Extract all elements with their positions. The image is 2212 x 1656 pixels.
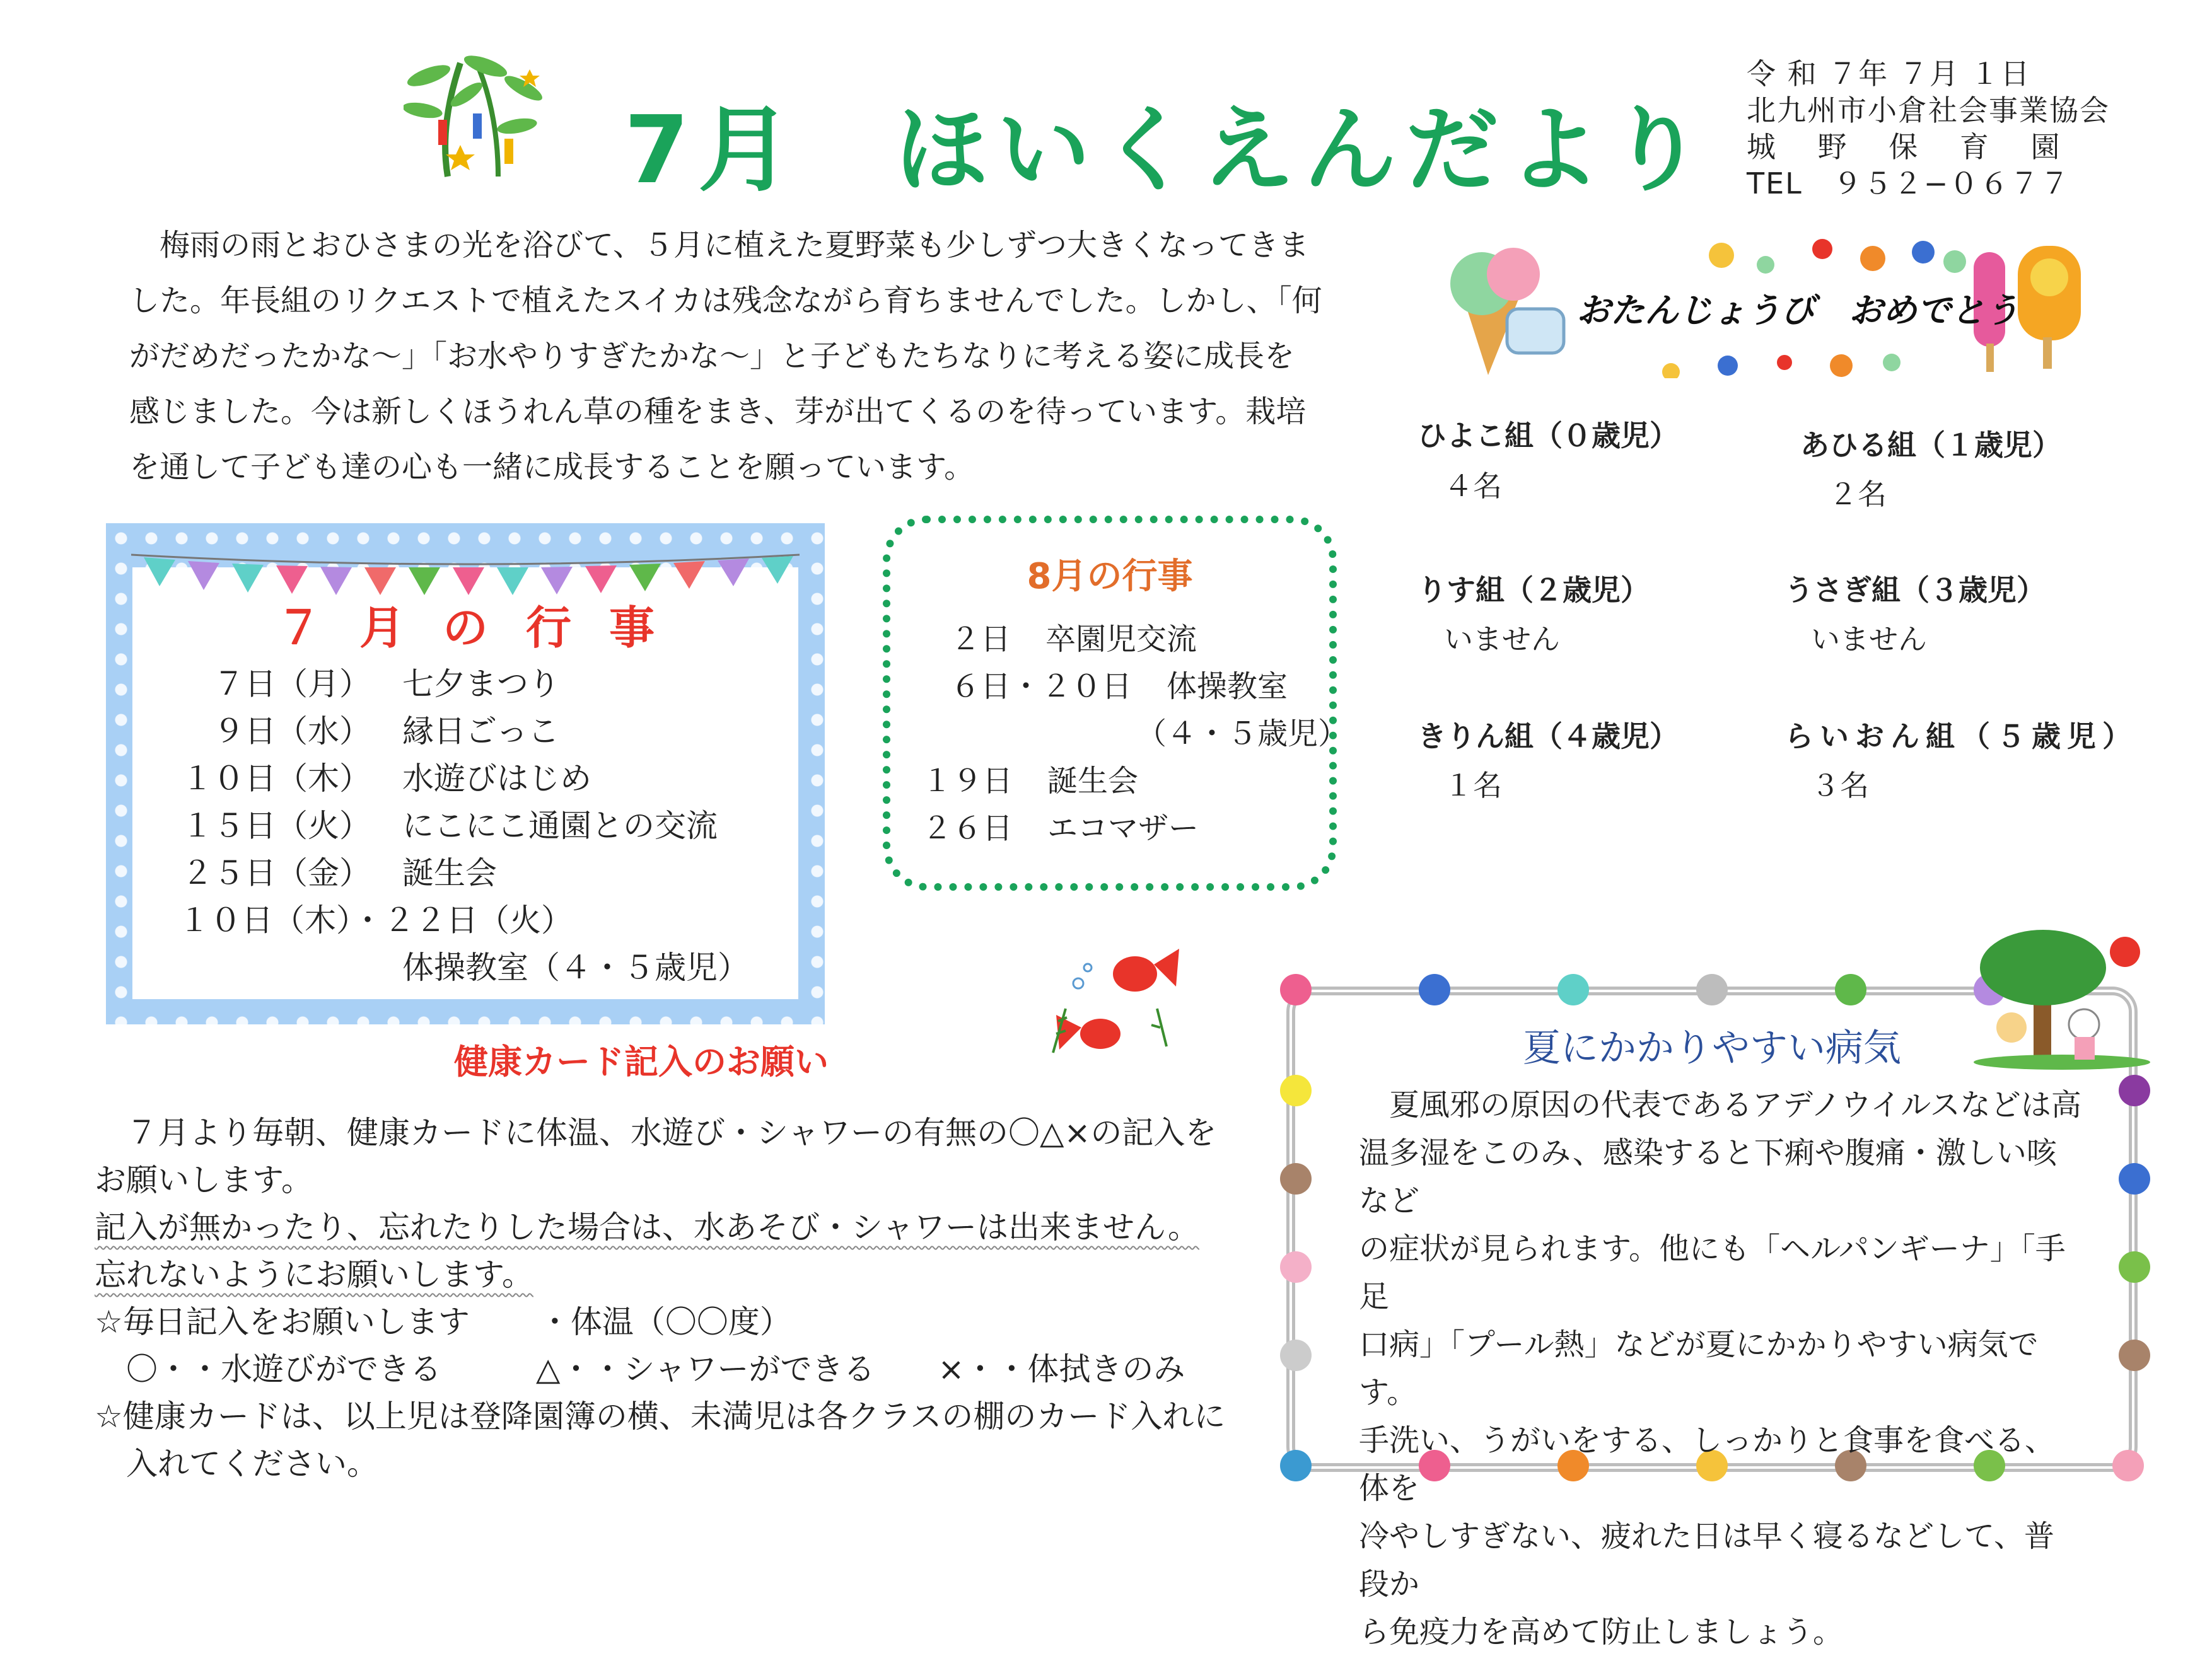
- school-name: 城 野 保 育 園: [1747, 130, 2061, 164]
- class-count: ３名: [1811, 768, 1869, 802]
- sickness-panel: [1267, 974, 2157, 1650]
- list-item: ２６日 エコマザー: [922, 811, 1199, 846]
- birthday-title: おたんじょうび おめでとう: [1576, 291, 2019, 330]
- class-count: ４名: [1444, 469, 1502, 503]
- intro-text: 梅雨の雨とおひさまの光を浴びて、５月に植えた夏野菜も少しずつ大きくなってきま した。年長組のリクエストで植えたスイカは残念ながら育ちませんでした。しかし、「何 がだめだったかな～」「お水やりすぎたかな～」と子どもたちなりに考える姿に成長を 感じました。今は新しくほうれん草の種をまき、芽が出てくるのを待っています。栽培 を通して子ども達の心も一緒に成長することを願っています。: [129, 228, 1322, 485]
- list-item: 体操教室（４・５歳児）: [402, 949, 749, 986]
- list-item: １０日（木）・２２日（火）: [178, 902, 573, 939]
- july-events-panel: ７月の行事 ７日（月） 七夕まつり ９日（水） 縁日ごっこ １０日（木） 水遊びはじめ １５日（火） にこにこ通園との交流 ２５日（金） 誕生会 １０日（木）・２２日（火） 体操教室（４・５歳児）: [106, 523, 825, 1024]
- august-events-panel: [883, 516, 1349, 891]
- list-item: １９日 誕生会: [922, 763, 1139, 799]
- ice-cream-icon: [1438, 233, 1576, 378]
- goldfish-icon: [1040, 939, 1185, 1059]
- header-info: [1747, 55, 2110, 202]
- class-name: ひよこ組（０歳児）: [1417, 419, 1679, 453]
- class-count: いません: [1444, 622, 1560, 656]
- organization: 北九州市小倉社会事業協会: [1747, 93, 2110, 127]
- tanabata-bamboo-icon: [404, 50, 549, 183]
- class-count: ２名: [1829, 477, 1887, 511]
- list-item: ２日 卒園児交流: [950, 622, 1197, 657]
- list-item: ６日・２０日 体操教室: [950, 669, 1288, 704]
- class-name: きりん組（４歳児）: [1417, 719, 1679, 753]
- class-count: １名: [1444, 768, 1502, 802]
- class-name: あひる組（１歳児）: [1800, 428, 2061, 462]
- class-name: りす組（２歳児）: [1417, 573, 1650, 607]
- august-events-title: 8月の行事: [1027, 556, 1193, 597]
- class-count: いません: [1811, 622, 1927, 656]
- july-events-title: ７月の行事: [276, 601, 692, 654]
- health-card-title: 健康カード記入のお願い: [454, 1042, 829, 1082]
- list-item: （４・５歳児）: [1136, 716, 1349, 751]
- sickness-title: 夏にかかりやすい病気: [1523, 1026, 1901, 1070]
- issue-date: 令 和 ７年 ７月 １日: [1747, 57, 2031, 91]
- class-name: らいおん組（５歳児）: [1784, 719, 2138, 753]
- birthday-header: [1438, 214, 2100, 378]
- phone-number: TEL ９５２−０６７７: [1747, 166, 2071, 200]
- sickness-text: 夏風邪の原因の代表であるアデノウイルスなどは高 温多湿をこのみ、感染すると下痢や腹痛・激しい咳など の症状が見られます。他にも「ヘルパンギーナ」「手足 口病」「プール熱」などが夏にかかりやすい病気です。 手洗い、うがいをする、しっかりと食事を食べる、体を 冷やしすぎない、疲れた日は早く寝るなどして、普段か ら免疫力を高めて防止しましょう。: [1359, 1087, 2081, 1650]
- page-title: 7月 ほいくえんだより: [624, 96, 1712, 204]
- health-card-text: ７月より毎朝、健康カードに体温、水遊び・シャワーの有無の〇△×の記入を お願いします。 記入が無かったり、忘れたりした場合は、水あそび・シャワーは出来ません。 忘れないようにお願いします。 ☆毎日記入をお願いします ・体温（〇〇度） 〇・・水遊びができる △・・シャワーができる ×・・体拭きのみ ☆健康カードは、以上児は登降園簿の横、未満児は各クラスの棚のカード入れに 入れてください。: [95, 1115, 1226, 1482]
- class-name: うさぎ組（３歳児）: [1784, 573, 2046, 607]
